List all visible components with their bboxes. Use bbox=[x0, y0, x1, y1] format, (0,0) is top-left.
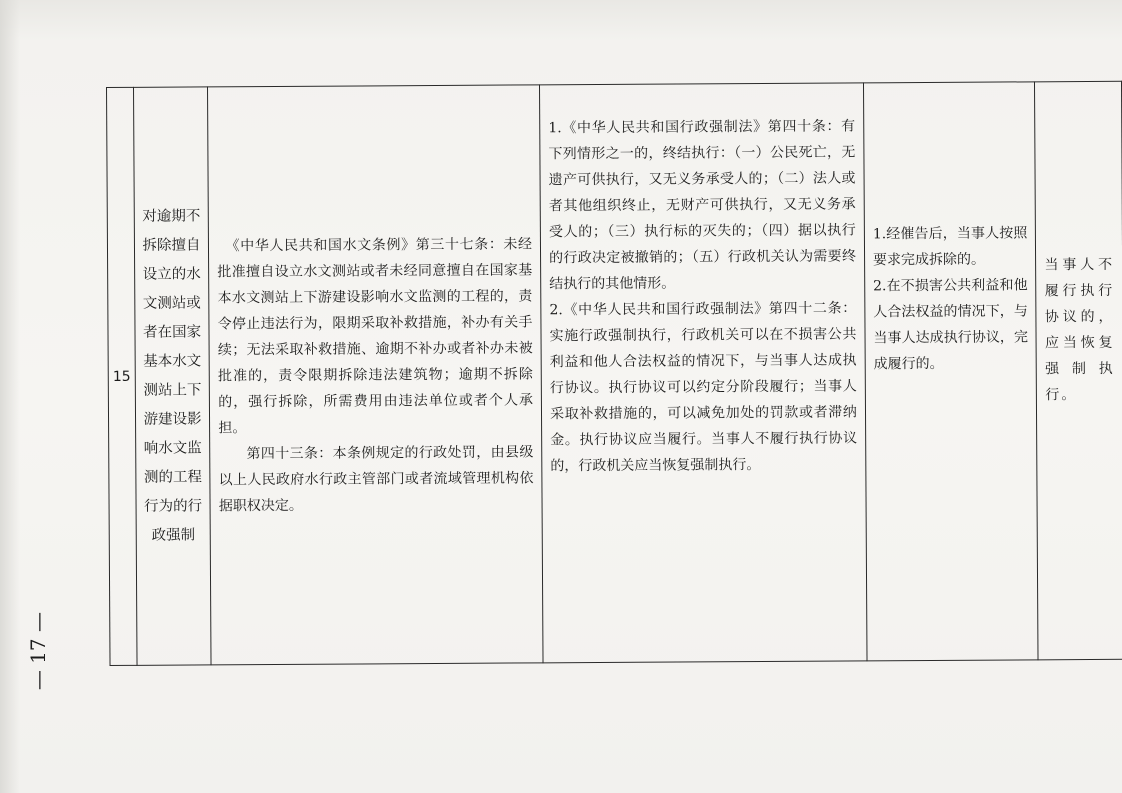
basis-paragraph: 《中华人民共和国水文条例》第三十七条：未经批准擅自设立水文测站或者未经同意擅自在国家基本水文测站上下游建设影响水文监测的工程的，责令停止违法行为，限期采取补救措施，补办有关手续；无法采取补救措施、逾期不补办或者补办未被批准的，责令限期拆除违法建筑物；逾期不拆除的，强行拆除，所需费用由违法单位或者个人承担。 bbox=[217, 235, 534, 436]
condition-item: 2.在不损害公共利益和他人合法权益的情况下，与当事人达成执行协议，完成履行的。 bbox=[873, 277, 1029, 373]
condition-item: 1.经催告后，当事人按照要求完成拆除的。 bbox=[872, 225, 1028, 269]
termination-law-cell bbox=[540, 83, 867, 663]
table-row bbox=[107, 81, 1122, 665]
basis-paragraph: 第四十三条：本条例规定的行政处罚，由县级以上人民政府水行政主管部门或者流域管理机构依据职权决定。 bbox=[218, 443, 534, 514]
row-number-cell bbox=[107, 87, 137, 665]
scan-edge-shadow bbox=[0, 0, 20, 793]
law-paragraph: 1.《中华人民共和国行政强制法》第四十条：有下列情形之一的，终结执行：（一）公民死亡，无遗产可供执行，又无义务承受人的；（二）法人或者其他组织终止，无财产可供执行，又无义务承受人的；（三）执行标的灭失的；（四）据以执行的行政决定被撤销的；（五）行政机关认为需要终结执行的其他情形。 bbox=[548, 118, 856, 293]
termination-condition-cell bbox=[863, 82, 1038, 661]
page-number: — 17 — bbox=[26, 612, 50, 691]
resume-condition-cell bbox=[1035, 81, 1122, 660]
item-name-cell bbox=[133, 87, 211, 665]
resume-text: 当事人不履行执行协议的，应当恢复强制执行。 bbox=[1044, 256, 1115, 404]
row-number: 15 bbox=[112, 368, 131, 385]
law-paragraph: 2.《中华人民共和国行政强制法》第四十二条：实施行政强制执行，行政机关可以在不损害公共利益和他人合法权益的情况下，与当事人达成执行协议。执行协议可以约定分阶段履行；当事人采取补救措施的，可以减免加处的罚款或者滞纳金。执行协议应当履行。当事人不履行执行协议的，行政机关应当恢复强制执行。 bbox=[549, 300, 858, 475]
regulation-table bbox=[106, 81, 1122, 666]
legal-basis-cell bbox=[208, 85, 543, 665]
item-name: 对逾期不拆除擅自设立的水文测站或者在国家基本水文测站上下游建设影响水文监测的工程行为的行政强制 bbox=[142, 207, 203, 544]
